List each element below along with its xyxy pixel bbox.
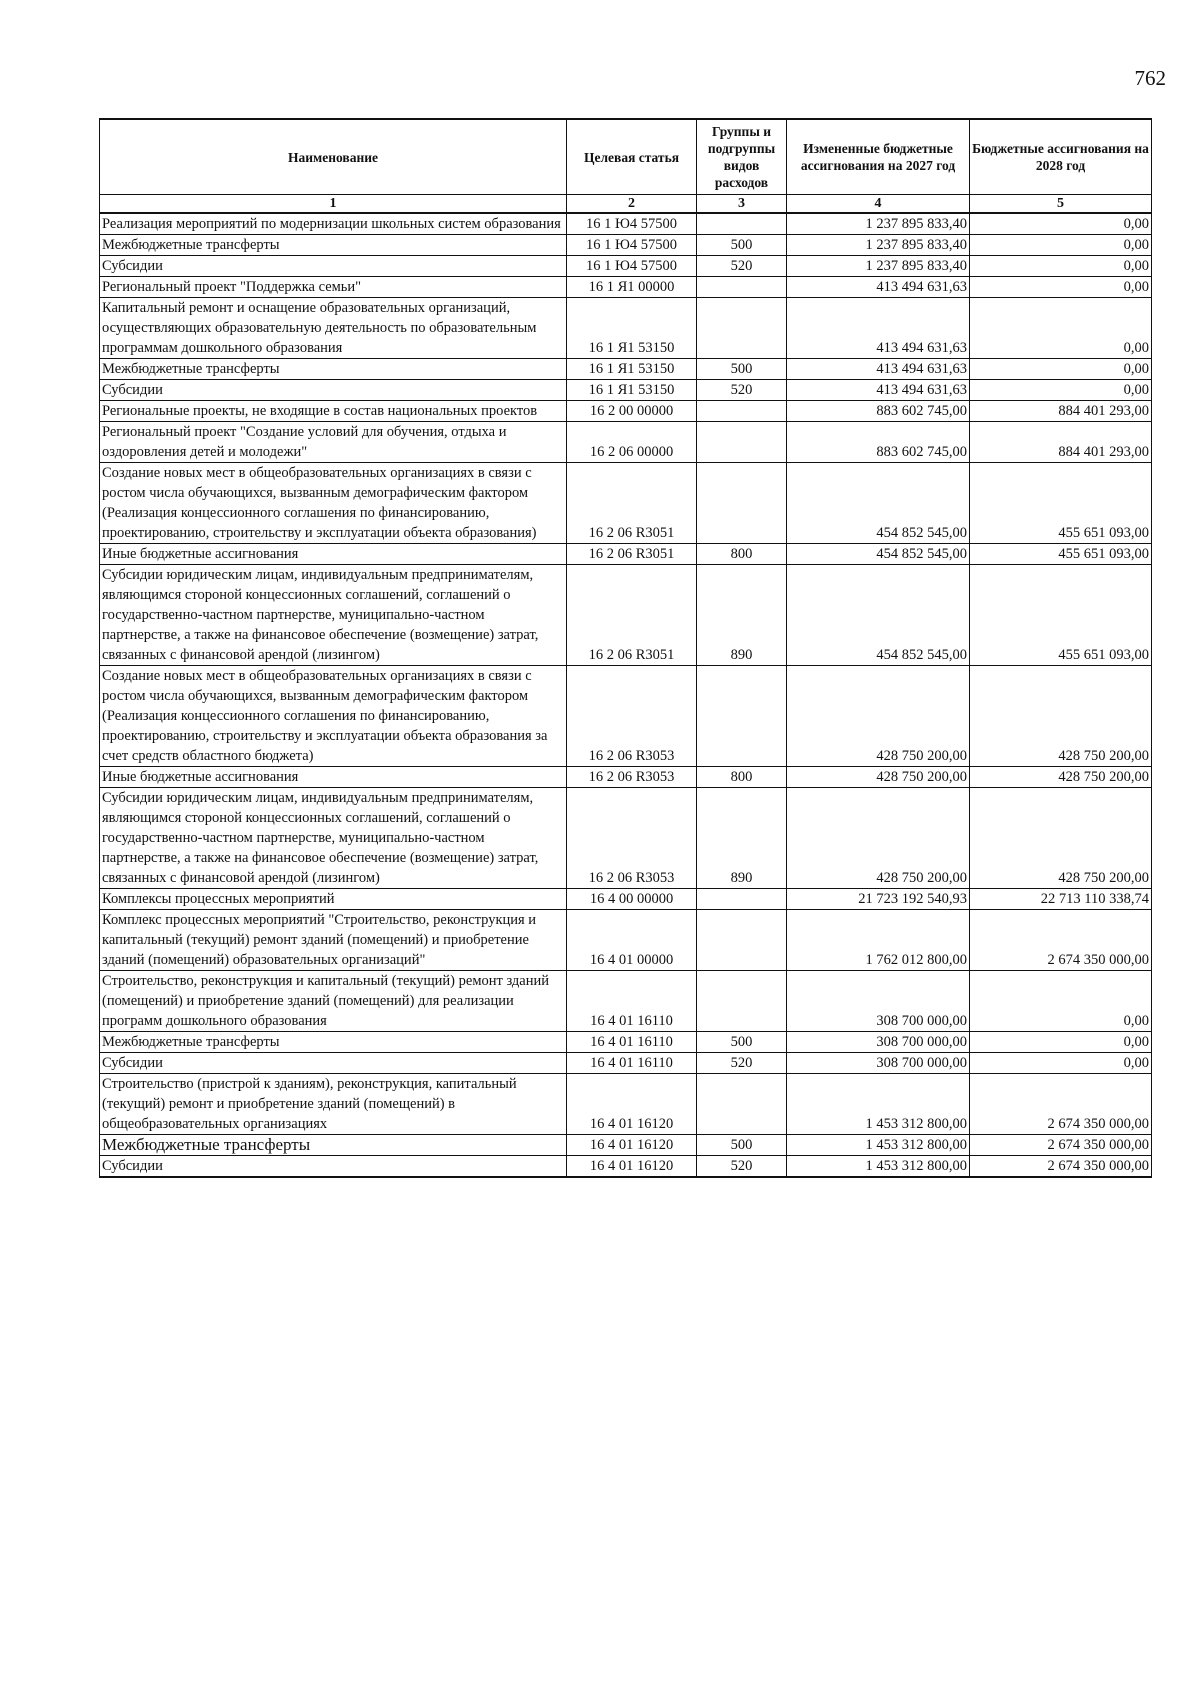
row-code: 16 4 01 16120 xyxy=(567,1156,697,1178)
table-body xyxy=(100,213,1152,1177)
row-value-2027: 1 237 895 833,40 xyxy=(787,256,970,277)
header-code: Целевая статья xyxy=(567,119,697,195)
row-code: 16 1 Ю4 57500 xyxy=(567,213,697,235)
row-name: Комплексы процессных мероприятий xyxy=(100,889,567,910)
row-name: Региональные проекты, не входящие в состав национальных проектов xyxy=(100,401,567,422)
table-row xyxy=(100,298,1152,359)
row-value-2027: 1 453 312 800,00 xyxy=(787,1074,970,1135)
row-group xyxy=(697,971,787,1032)
row-value-2027: 413 494 631,63 xyxy=(787,298,970,359)
table-row xyxy=(100,463,1152,544)
row-value-2028: 0,00 xyxy=(970,256,1152,277)
row-group xyxy=(697,1074,787,1135)
row-name: Субсидии xyxy=(100,256,567,277)
row-code: 16 1 Я1 53150 xyxy=(567,359,697,380)
row-value-2027: 428 750 200,00 xyxy=(787,666,970,767)
col-number: 4 xyxy=(787,195,970,214)
header-2028: Бюджетные ассигнования на 2028 год xyxy=(970,119,1152,195)
row-code: 16 2 06 R3051 xyxy=(567,565,697,666)
row-value-2028: 2 674 350 000,00 xyxy=(970,1156,1152,1178)
row-name: Субсидии юридическим лицам, индивидуальным предпринимателям, являющимся стороной концессионных соглашений, соглашений о государственно-частном партнерстве, муниципально-частном партнерстве, а также на финансовое обеспечение (возмещение) затрат, связанных с финансовой арендой (лизингом) xyxy=(100,565,567,666)
row-group: 500 xyxy=(697,235,787,256)
row-code: 16 4 01 16120 xyxy=(567,1135,697,1156)
table-row xyxy=(100,235,1152,256)
table-row xyxy=(100,1032,1152,1053)
row-value-2028: 0,00 xyxy=(970,1053,1152,1074)
row-value-2028: 0,00 xyxy=(970,213,1152,235)
table-row xyxy=(100,910,1152,971)
row-group: 500 xyxy=(697,359,787,380)
row-value-2028: 0,00 xyxy=(970,235,1152,256)
row-group xyxy=(697,910,787,971)
row-group xyxy=(697,277,787,298)
row-name: Строительство (пристрой к зданиям), реконструкция, капитальный (текущий) ремонт и приобретение зданий (помещений) в общеобразовательных организациях xyxy=(100,1074,567,1135)
table-row xyxy=(100,277,1152,298)
row-value-2027: 883 602 745,00 xyxy=(787,422,970,463)
row-value-2028: 0,00 xyxy=(970,1032,1152,1053)
row-name: Межбюджетные трансферты xyxy=(100,235,567,256)
table-row xyxy=(100,380,1152,401)
row-name: Субсидии xyxy=(100,380,567,401)
budget-table xyxy=(99,118,1152,1178)
table-row xyxy=(100,788,1152,889)
row-value-2028: 22 713 110 338,74 xyxy=(970,889,1152,910)
col-number: 5 xyxy=(970,195,1152,214)
row-group: 520 xyxy=(697,256,787,277)
row-code: 16 2 06 00000 xyxy=(567,422,697,463)
row-value-2028: 455 651 093,00 xyxy=(970,544,1152,565)
col-number: 1 xyxy=(100,195,567,214)
row-group: 520 xyxy=(697,1156,787,1178)
row-name: Субсидии юридическим лицам, индивидуальным предпринимателям, являющимся стороной концессионных соглашений, соглашений о государственно-частном партнерстве, муниципально-частном партнерстве, а также на финансовое обеспечение (возмещение) затрат, связанных с финансовой арендой (лизингом) xyxy=(100,788,567,889)
row-code: 16 1 Я1 53150 xyxy=(567,380,697,401)
row-value-2027: 454 852 545,00 xyxy=(787,463,970,544)
row-value-2028: 455 651 093,00 xyxy=(970,463,1152,544)
row-name: Межбюджетные трансферты xyxy=(100,359,567,380)
table-row xyxy=(100,565,1152,666)
row-value-2028: 428 750 200,00 xyxy=(970,788,1152,889)
row-code: 16 2 06 R3051 xyxy=(567,544,697,565)
row-name: Межбюджетные трансферты xyxy=(100,1032,567,1053)
row-value-2027: 883 602 745,00 xyxy=(787,401,970,422)
row-group: 890 xyxy=(697,788,787,889)
row-value-2027: 1 237 895 833,40 xyxy=(787,235,970,256)
row-value-2028: 0,00 xyxy=(970,298,1152,359)
row-name: Субсидии xyxy=(100,1053,567,1074)
row-code: 16 4 01 16110 xyxy=(567,1032,697,1053)
row-name: Иные бюджетные ассигнования xyxy=(100,544,567,565)
row-value-2027: 454 852 545,00 xyxy=(787,565,970,666)
row-name: Комплекс процессных мероприятий "Строительство, реконструкция и капитальный (текущий) ремонт зданий (помещений) и приобретение зданий (помещений) образовательных организаций" xyxy=(100,910,567,971)
row-value-2028: 428 750 200,00 xyxy=(970,666,1152,767)
table-row xyxy=(100,422,1152,463)
header-2027: Измененные бюджетные ассигнования на 2027 год xyxy=(787,119,970,195)
row-group: 890 xyxy=(697,565,787,666)
row-code: 16 2 06 R3053 xyxy=(567,767,697,788)
row-name: Капитальный ремонт и оснащение образовательных организаций, осуществляющих образовательную деятельность по образовательным программам дошкольного образования xyxy=(100,298,567,359)
row-group: 520 xyxy=(697,380,787,401)
row-value-2028: 2 674 350 000,00 xyxy=(970,1135,1152,1156)
row-name: Субсидии xyxy=(100,1156,567,1178)
table-row xyxy=(100,1156,1152,1178)
row-value-2027: 1 453 312 800,00 xyxy=(787,1135,970,1156)
table-row xyxy=(100,544,1152,565)
row-code: 16 4 01 00000 xyxy=(567,910,697,971)
row-group xyxy=(697,889,787,910)
row-value-2028: 2 674 350 000,00 xyxy=(970,910,1152,971)
row-name: Межбюджетные трансферты xyxy=(100,1135,567,1156)
row-value-2028: 0,00 xyxy=(970,359,1152,380)
header-group: Группы и подгруппы видов расходов xyxy=(697,119,787,195)
row-value-2027: 454 852 545,00 xyxy=(787,544,970,565)
table-row xyxy=(100,256,1152,277)
row-value-2027: 413 494 631,63 xyxy=(787,277,970,298)
row-group xyxy=(697,463,787,544)
row-code: 16 1 Я1 53150 xyxy=(567,298,697,359)
table-row xyxy=(100,213,1152,235)
row-value-2027: 413 494 631,63 xyxy=(787,380,970,401)
row-code: 16 4 01 16110 xyxy=(567,1053,697,1074)
row-value-2028: 0,00 xyxy=(970,277,1152,298)
row-code: 16 1 Ю4 57500 xyxy=(567,256,697,277)
row-value-2027: 1 453 312 800,00 xyxy=(787,1156,970,1178)
row-value-2028: 884 401 293,00 xyxy=(970,401,1152,422)
row-value-2028: 884 401 293,00 xyxy=(970,422,1152,463)
row-code: 16 4 01 16120 xyxy=(567,1074,697,1135)
row-group: 800 xyxy=(697,767,787,788)
row-code: 16 4 01 16110 xyxy=(567,971,697,1032)
row-code: 16 4 00 00000 xyxy=(567,889,697,910)
row-value-2027: 308 700 000,00 xyxy=(787,971,970,1032)
row-value-2027: 308 700 000,00 xyxy=(787,1053,970,1074)
row-value-2027: 428 750 200,00 xyxy=(787,788,970,889)
row-name: Реализация мероприятий по модернизации школьных систем образования xyxy=(100,213,567,235)
table-row xyxy=(100,666,1152,767)
row-code: 16 2 06 R3053 xyxy=(567,788,697,889)
row-value-2027: 1 762 012 800,00 xyxy=(787,910,970,971)
col-number: 3 xyxy=(697,195,787,214)
col-number: 2 xyxy=(567,195,697,214)
table-row xyxy=(100,889,1152,910)
table-row xyxy=(100,1053,1152,1074)
row-code: 16 2 00 00000 xyxy=(567,401,697,422)
row-value-2027: 21 723 192 540,93 xyxy=(787,889,970,910)
row-name: Региональный проект "Создание условий для обучения, отдыха и оздоровления детей и молодежи" xyxy=(100,422,567,463)
header-name: Наименование xyxy=(100,119,567,195)
row-code: 16 1 Я1 00000 xyxy=(567,277,697,298)
row-group xyxy=(697,422,787,463)
table-row xyxy=(100,1135,1152,1156)
row-name: Создание новых мест в общеобразовательных организациях в связи с ростом числа обучающихся, вызванным демографическим фактором (Реализация концессионного соглашения по финансированию, проектированию, строительству и эксплуатации объекта образования за счет средств областного бюджета) xyxy=(100,666,567,767)
row-group xyxy=(697,401,787,422)
row-group: 800 xyxy=(697,544,787,565)
page-number: 762 xyxy=(1134,66,1166,90)
row-group xyxy=(697,666,787,767)
row-value-2027: 413 494 631,63 xyxy=(787,359,970,380)
row-value-2027: 1 237 895 833,40 xyxy=(787,213,970,235)
table-row xyxy=(100,767,1152,788)
row-name: Создание новых мест в общеобразовательных организациях в связи с ростом числа обучающихся, вызванным демографическим фактором (Реализация концессионного соглашения по финансированию, проектированию, строительству и эксплуатации объекта образования) xyxy=(100,463,567,544)
row-group xyxy=(697,298,787,359)
row-group: 500 xyxy=(697,1032,787,1053)
row-name: Региональный проект "Поддержка семьи" xyxy=(100,277,567,298)
row-code: 16 2 06 R3051 xyxy=(567,463,697,544)
row-value-2027: 308 700 000,00 xyxy=(787,1032,970,1053)
row-name: Иные бюджетные ассигнования xyxy=(100,767,567,788)
row-code: 16 1 Ю4 57500 xyxy=(567,235,697,256)
row-group: 520 xyxy=(697,1053,787,1074)
row-name: Строительство, реконструкция и капитальный (текущий) ремонт зданий (помещений) и приобретение зданий (помещений) для реализации программ дошкольного образования xyxy=(100,971,567,1032)
row-value-2028: 0,00 xyxy=(970,971,1152,1032)
table-row xyxy=(100,359,1152,380)
table-row xyxy=(100,401,1152,422)
row-value-2028: 455 651 093,00 xyxy=(970,565,1152,666)
row-value-2028: 0,00 xyxy=(970,380,1152,401)
row-group: 500 xyxy=(697,1135,787,1156)
row-value-2028: 2 674 350 000,00 xyxy=(970,1074,1152,1135)
row-value-2028: 428 750 200,00 xyxy=(970,767,1152,788)
table-row xyxy=(100,971,1152,1032)
row-group xyxy=(697,213,787,235)
row-value-2027: 428 750 200,00 xyxy=(787,767,970,788)
row-code: 16 2 06 R3053 xyxy=(567,666,697,767)
table-row xyxy=(100,1074,1152,1135)
